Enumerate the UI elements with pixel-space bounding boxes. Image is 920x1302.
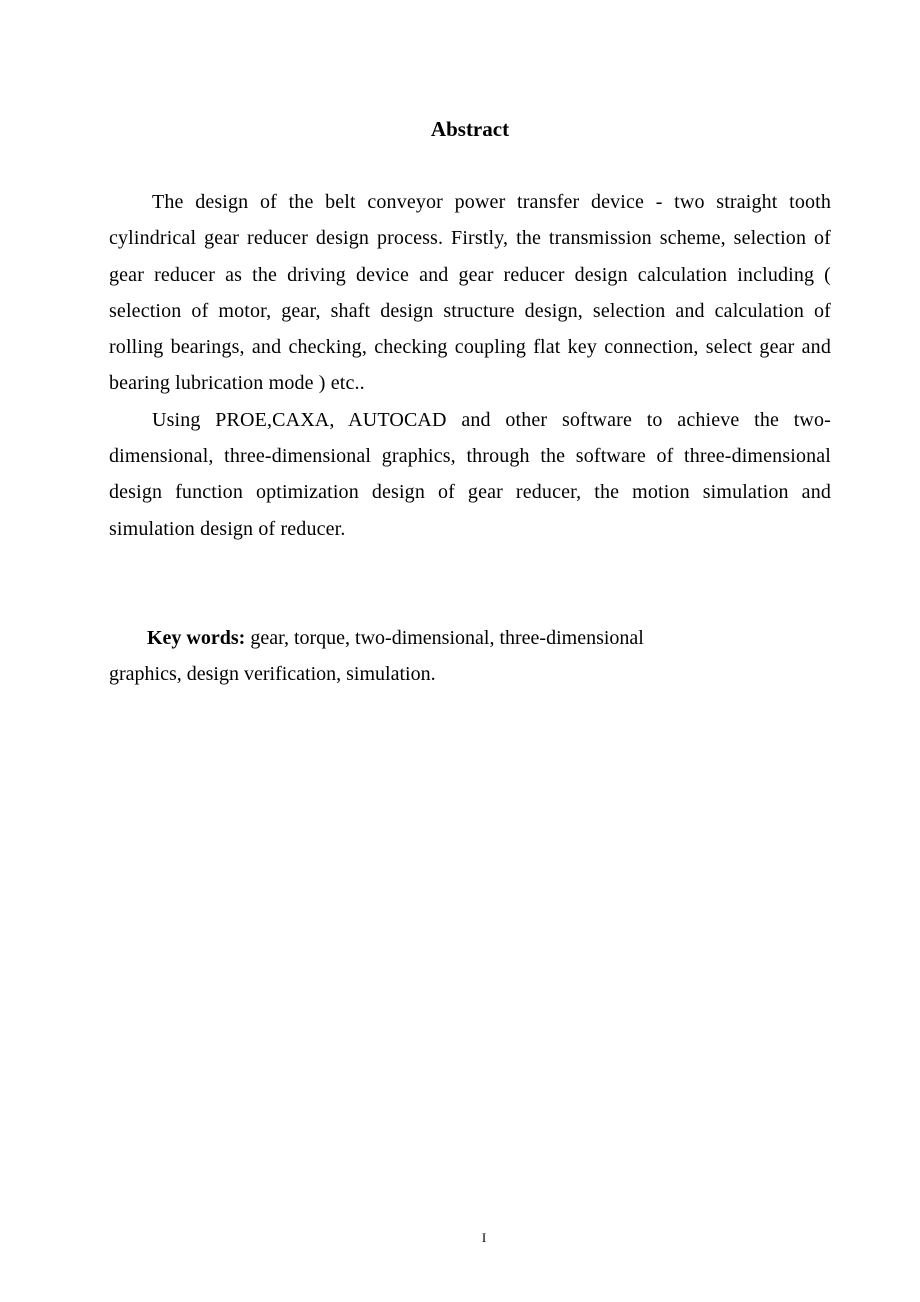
abstract-paragraph-2: Using PROE,CAXA, AUTOCAD and other software to achieve the two-dimensional, three-dimensional graphics, through the software of three-dimensional design function optimization design of gear reducer, the motion simulation and simulation design of reducer. [109, 408, 831, 540]
keywords-text-2: graphics, design verification, simulation. [109, 663, 436, 686]
page-number: I [481, 1230, 487, 1245]
abstract-title: Abstract [430, 117, 510, 141]
abstract-paragraph-1: The design of the belt conveyor power transfer device - two straight tooth cylindrical gear reducer design process. Firstly, the transmission scheme, selection of gear reducer as the driving device and gear reducer design calculation including ( selection of motor, gear, shaft design structure design, selection and calculation of rolling bearings, and checking, checking coupling flat key connection, select gear and bearing lubrication mode ) etc.. [109, 191, 831, 395]
abstract-body [109, 184, 831, 547]
keywords-line-1 [109, 620, 831, 656]
keywords-block [109, 620, 831, 693]
keywords-label: Key words: [147, 627, 246, 649]
keywords-text-1: gear, torque, two-dimensional, three-dimensional [245, 627, 644, 649]
